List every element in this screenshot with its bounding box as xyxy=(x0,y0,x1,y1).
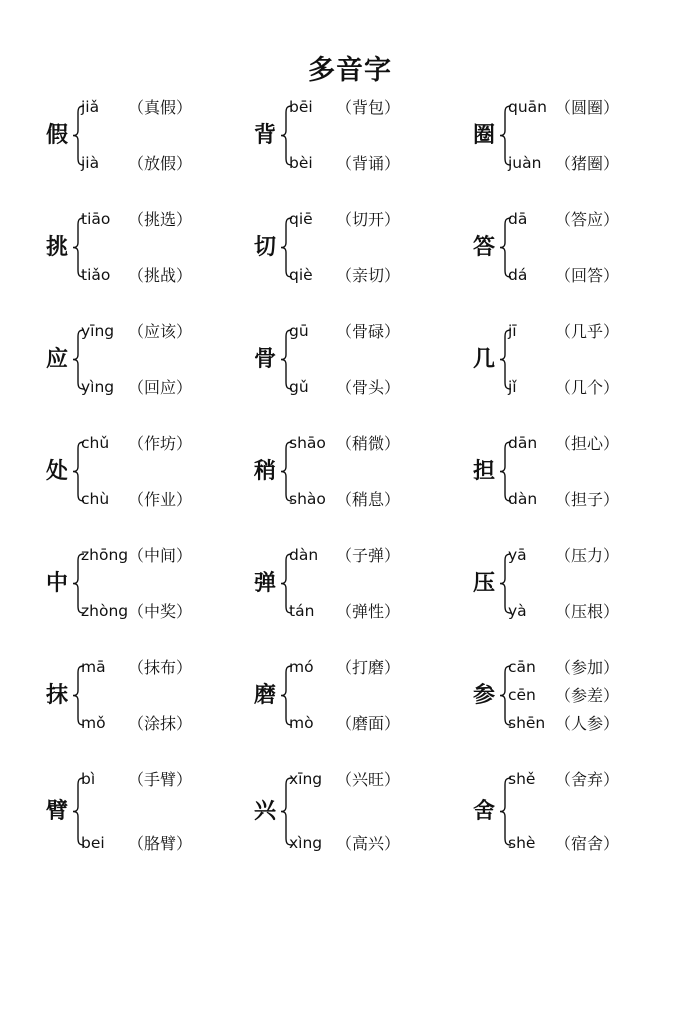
example-word: （回应） xyxy=(128,378,193,397)
pinyin-reading: jǐ xyxy=(508,378,517,396)
pinyin-reading: tiǎo xyxy=(81,266,111,284)
example-word: （猪圈） xyxy=(555,154,620,173)
example-word: （几乎） xyxy=(555,322,620,341)
example-word: （舍弃） xyxy=(555,770,620,789)
pinyin-reading: shāo xyxy=(289,434,326,452)
example-word: （圆圈） xyxy=(555,98,620,117)
example-word: （放假） xyxy=(128,154,193,173)
polyphone-character: 切 xyxy=(254,234,277,260)
example-word: （亲切） xyxy=(336,266,401,285)
example-word: （背包） xyxy=(336,98,401,117)
pinyin-reading: mǒ xyxy=(81,714,106,732)
pinyin-reading: jià xyxy=(81,154,100,172)
pinyin-reading: shě xyxy=(508,770,536,788)
example-word: （作坊） xyxy=(128,434,193,453)
pinyin-reading: bei xyxy=(81,834,105,852)
polyphone-character: 稍 xyxy=(254,458,277,484)
pinyin-reading: dā xyxy=(508,210,528,228)
example-word: （应该） xyxy=(128,322,193,341)
example-word: （抹布） xyxy=(128,658,193,677)
example-word: （回答） xyxy=(555,266,620,285)
example-word: （切开） xyxy=(336,210,401,229)
example-word: （参差） xyxy=(555,686,620,705)
polyphone-character: 挑 xyxy=(46,234,69,260)
page-title: 多音字 xyxy=(308,55,392,86)
pinyin-reading: dàn xyxy=(508,490,538,508)
pinyin-reading: mó xyxy=(289,658,314,676)
example-word: （背诵） xyxy=(336,154,401,173)
pinyin-reading: qiē xyxy=(289,210,313,228)
example-word: （宿舍） xyxy=(555,834,620,853)
pinyin-reading: mò xyxy=(289,714,314,732)
pinyin-reading: tán xyxy=(289,602,315,620)
example-word: （参加） xyxy=(555,658,620,677)
polyphone-character: 答 xyxy=(473,234,496,260)
pinyin-reading: zhòng xyxy=(81,602,129,620)
pinyin-reading: mā xyxy=(81,658,106,676)
pinyin-reading: chǔ xyxy=(81,434,110,452)
polyphone-character: 担 xyxy=(473,458,496,484)
polyphone-character: 中 xyxy=(46,570,69,596)
example-word: （胳臂） xyxy=(128,834,193,853)
example-word: （手臂） xyxy=(128,770,193,789)
pinyin-reading: dá xyxy=(508,266,528,284)
polyphone-character: 抹 xyxy=(46,682,69,708)
polyphone-character: 几 xyxy=(473,346,496,372)
example-word: （高兴） xyxy=(336,834,401,853)
polyphone-character: 兴 xyxy=(254,798,277,824)
example-word: （担心） xyxy=(555,434,620,453)
polyphone-character: 应 xyxy=(46,346,69,372)
example-word: （子弹） xyxy=(336,546,401,565)
example-word: （稍息） xyxy=(336,490,401,509)
example-word: （打磨） xyxy=(336,658,401,677)
pinyin-reading: juàn xyxy=(508,154,542,172)
pinyin-reading: zhōng xyxy=(81,546,129,564)
polyphone-character: 弹 xyxy=(254,570,277,596)
example-word: （担子） xyxy=(555,490,620,509)
example-word: （中间） xyxy=(128,546,193,565)
example-word: （几个） xyxy=(555,378,620,397)
pinyin-reading: dàn xyxy=(289,546,319,564)
example-word: （中奖） xyxy=(128,602,193,621)
pinyin-reading: yìng xyxy=(81,378,115,396)
pinyin-reading: cān xyxy=(508,658,536,676)
pinyin-reading: shào xyxy=(289,490,326,508)
polyphone-character: 处 xyxy=(46,458,69,484)
example-word: （压根） xyxy=(555,602,620,621)
example-word: （挑战） xyxy=(128,266,193,285)
pinyin-reading: gū xyxy=(289,322,309,340)
pinyin-reading: yā xyxy=(508,546,527,564)
example-word: （答应） xyxy=(555,210,620,229)
pinyin-reading: cēn xyxy=(508,686,536,704)
pinyin-reading: dān xyxy=(508,434,538,452)
polyphone-character: 假 xyxy=(46,122,69,148)
pinyin-reading: bì xyxy=(81,770,96,788)
example-word: （稍微） xyxy=(336,434,401,453)
pinyin-reading: shè xyxy=(508,834,536,852)
pinyin-reading: yà xyxy=(508,602,527,620)
example-word: （兴旺） xyxy=(336,770,401,789)
pinyin-reading: jiǎ xyxy=(81,98,100,116)
example-word: （人参） xyxy=(555,714,620,733)
example-word: （挑选） xyxy=(128,210,193,229)
example-word: （真假） xyxy=(128,98,193,117)
pinyin-reading: shēn xyxy=(508,714,546,732)
example-word: （涂抹） xyxy=(128,714,193,733)
polyphone-character: 骨 xyxy=(254,346,277,372)
example-word: （骨碌） xyxy=(336,322,401,341)
polyphone-character: 压 xyxy=(473,570,496,596)
pinyin-reading: xīng xyxy=(289,770,323,788)
pinyin-reading: jī xyxy=(508,322,517,340)
pinyin-reading: bēi xyxy=(289,98,313,116)
pinyin-reading: gǔ xyxy=(289,378,309,396)
example-word: （作业） xyxy=(128,490,193,509)
polyphone-character: 圈 xyxy=(473,122,496,148)
polyphone-character: 参 xyxy=(473,682,496,708)
polyphone-character: 磨 xyxy=(254,682,277,708)
example-word: （压力） xyxy=(555,546,620,565)
pinyin-reading: quān xyxy=(508,98,547,116)
example-word: （弹性） xyxy=(336,602,401,621)
polyphone-character: 舍 xyxy=(473,798,496,824)
pinyin-reading: bèi xyxy=(289,154,313,172)
polyphone-character: 背 xyxy=(254,122,277,148)
pinyin-reading: qiè xyxy=(289,266,313,284)
pinyin-reading: chù xyxy=(81,490,110,508)
polyphone-character: 臂 xyxy=(46,798,69,824)
pinyin-reading: tiāo xyxy=(81,210,111,228)
pinyin-reading: xìng xyxy=(289,834,323,852)
example-word: （骨头） xyxy=(336,378,401,397)
example-word: （磨面） xyxy=(336,714,401,733)
pinyin-reading: yīng xyxy=(81,322,115,340)
